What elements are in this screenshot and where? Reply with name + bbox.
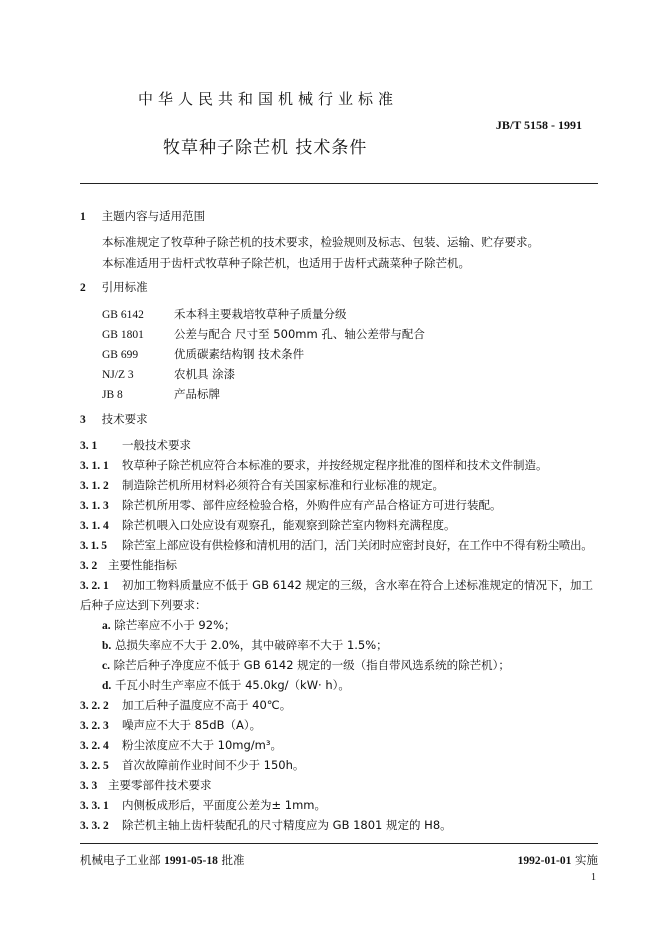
list-item xyxy=(102,677,350,694)
reference-item xyxy=(102,306,347,323)
clause-number: 3. 2 xyxy=(80,560,98,572)
approval-label: 批准 xyxy=(221,853,245,867)
clause-text: 除芒机所用零、部件应经检验合格，外购件应有产品合格证方可进行装配。 xyxy=(122,498,502,512)
clause xyxy=(80,477,444,494)
paragraph: 本标准适用于齿杆式牧草种子除芒机，也适用于齿杆式蔬菜种子除芒机。 xyxy=(102,256,470,270)
approval-info xyxy=(80,852,244,868)
clause-number: 3. 2. 1 xyxy=(80,580,109,592)
list-text: 千瓦小时生产率应不低于 45.0kg/（kW· h）。 xyxy=(114,678,350,692)
list-text: 除芒率应不小于 92%； xyxy=(114,618,236,632)
reference-title: 禾本科主要栽培牧草种子质量分级 xyxy=(174,307,347,321)
clause xyxy=(80,717,261,734)
clause xyxy=(80,757,304,774)
clause-text: 一般技术要求 xyxy=(122,438,191,452)
clause-number: 3. 1. 5 xyxy=(80,540,107,552)
clause xyxy=(80,557,177,574)
list-marker: b. xyxy=(102,640,112,652)
clause xyxy=(80,517,456,534)
section-heading-3 xyxy=(80,411,148,428)
clause-number: 3. 3. 1 xyxy=(80,800,109,812)
clause xyxy=(80,737,282,754)
clause-number: 3. 1 xyxy=(80,440,98,452)
reference-item xyxy=(102,386,220,403)
footer-divider xyxy=(80,843,598,844)
approving-organization: 机械电子工业部 xyxy=(80,853,161,867)
clause-text: 制造除芒机所用材料必须符合有关国家标准和行业标准的规定。 xyxy=(122,478,444,492)
reference-item xyxy=(102,366,235,383)
clause xyxy=(80,497,502,514)
clause-number: 3. 2. 3 xyxy=(80,720,109,732)
clause-text: 噪声应不大于 85dB（A）。 xyxy=(122,718,262,732)
clause-text: 首次故障前作业时间不少于 150h。 xyxy=(122,758,305,772)
section-number: 3 xyxy=(80,414,86,426)
reference-title: 公差与配合 尺寸至 500mm 孔、轴公差带与配合 xyxy=(174,327,425,341)
list-marker: a. xyxy=(102,620,111,632)
reference-code: NJ/Z 3 xyxy=(102,369,134,381)
clause xyxy=(80,777,212,794)
document-title: 牧草种子除芒机 技术条件 xyxy=(163,138,368,158)
section-heading-2 xyxy=(80,279,148,296)
reference-code: GB 699 xyxy=(102,349,139,361)
clause-text: 粉尘浓度应不大于 10mg/m³。 xyxy=(122,738,282,752)
list-text: 总损失率应不大于 2.0%，其中破碎率不大于 1.5%； xyxy=(114,638,388,652)
list-item xyxy=(102,617,236,634)
section-number: 1 xyxy=(80,211,86,223)
page-number: 1 xyxy=(591,872,596,883)
implementation-label: 实施 xyxy=(575,853,598,867)
clause-number: 3. 2. 2 xyxy=(80,700,109,712)
section-title: 主题内容与适用范围 xyxy=(101,209,206,223)
list-marker: c. xyxy=(102,660,110,672)
implementation-date: 1992-01-01 xyxy=(517,855,572,867)
reference-item xyxy=(102,346,304,363)
paragraph: 本标准规定了牧草种子除芒机的技术要求，检验规则及标志、包装、运输、贮存要求。 xyxy=(102,235,539,249)
clause-text: 主要零部件技术要求 xyxy=(108,778,212,792)
clause-text: 牧草种子除芒机应符合本标准的要求，并按经规定程序批准的图样和技术文件制造。 xyxy=(122,458,548,472)
clause-continuation: 后种子应达到下列要求： xyxy=(80,598,207,612)
clause-text: 初加工物料质量应不低于 GB 6142 规定的三级，含水率在符合上述标准规定的情况下，加工 xyxy=(122,578,594,592)
standard-title: 中华人民共和国机械行业标准 xyxy=(138,90,399,108)
list-item xyxy=(102,637,388,654)
clause-number: 3. 1. 1 xyxy=(80,460,109,472)
clause-text: 加工后种子温度应不高于 40℃。 xyxy=(122,698,292,712)
clause xyxy=(80,457,548,474)
clause-text: 主要性能指标 xyxy=(108,558,177,572)
section-heading-1 xyxy=(80,208,205,225)
header-divider xyxy=(80,183,598,184)
reference-code: JB 8 xyxy=(102,389,123,401)
section-title: 技术要求 xyxy=(101,412,148,426)
clause-number: 3. 1. 3 xyxy=(80,500,109,512)
section-number: 2 xyxy=(80,282,86,294)
clause-number: 3. 2. 4 xyxy=(80,740,109,752)
clause xyxy=(80,537,592,554)
clause xyxy=(80,817,452,834)
clause-text: 除芒机喂入口处应设有观察孔，能观察到除芒室内物料充满程度。 xyxy=(122,518,456,532)
reference-code: GB 6142 xyxy=(102,309,144,321)
reference-title: 农机具 涂漆 xyxy=(174,367,236,381)
clause-number: 3. 1. 2 xyxy=(80,480,109,492)
clause-number: 3. 1. 4 xyxy=(80,520,109,532)
reference-title: 产品标牌 xyxy=(174,387,220,401)
clause-text: 除芒室上部应设有供检修和清机用的活门，活门关闭时应密封良好，在工作中不得有粉尘喷出。 xyxy=(122,538,593,552)
reference-title: 优质碳素结构钢 技术条件 xyxy=(174,347,305,361)
clause-text: 内侧板成形后，平面度公差为± 1mm。 xyxy=(122,798,327,812)
clause xyxy=(80,437,191,454)
clause-number: 3. 3. 2 xyxy=(80,820,109,832)
clause xyxy=(80,697,291,714)
clause-number: 3. 2. 5 xyxy=(80,760,109,772)
standard-number: JB/T 5158 - 1991 xyxy=(495,118,582,132)
clause xyxy=(80,577,593,594)
list-marker: d. xyxy=(102,680,112,692)
clause-number: 3. 3 xyxy=(80,780,98,792)
list-text: 除芒后种子净度应不低于 GB 6142 规定的一级（指自带风选系统的除芒机）； xyxy=(113,658,510,672)
implementation-info xyxy=(518,852,598,868)
clause xyxy=(80,797,326,814)
section-title: 引用标准 xyxy=(101,280,148,294)
clause-text: 除芒机主轴上齿杆装配孔的尺寸精度应为 GB 1801 规定的 H8。 xyxy=(122,818,452,832)
list-item xyxy=(102,657,510,674)
approval-date: 1991-05-18 xyxy=(164,855,218,867)
reference-code: GB 1801 xyxy=(102,329,144,341)
reference-item xyxy=(102,326,425,343)
